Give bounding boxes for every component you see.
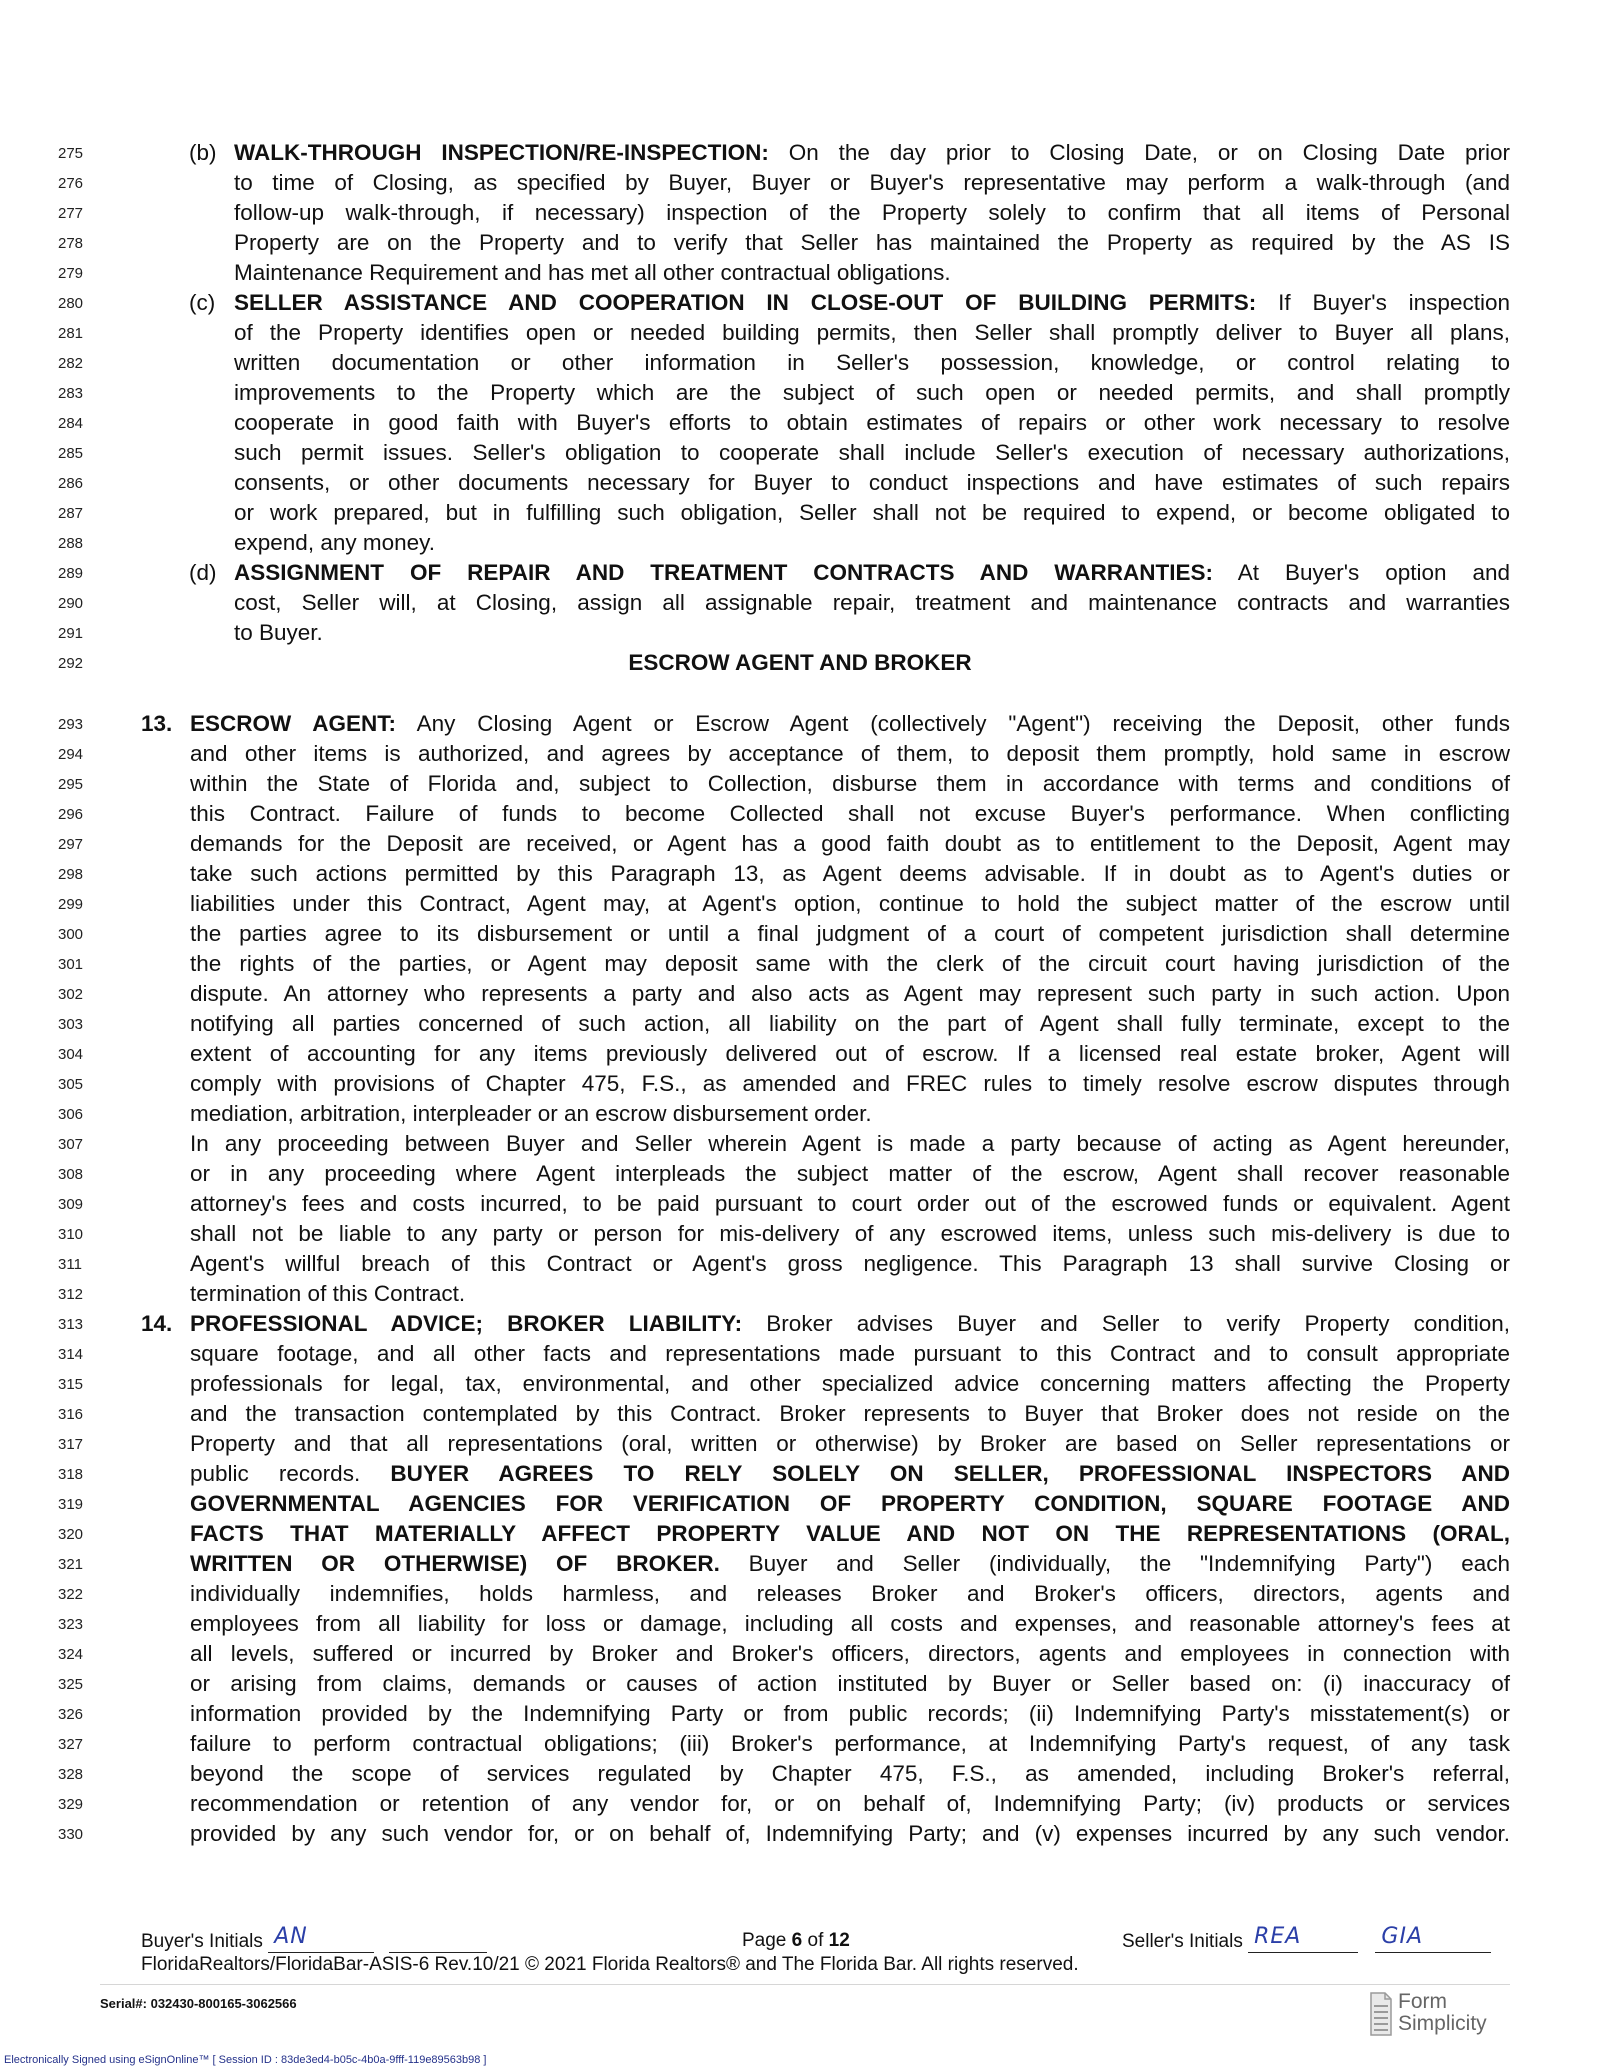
line-278 [0,228,1600,258]
buyer-initials-value: AN [274,1924,308,1949]
line-number: 279 [58,265,84,282]
line-322 [0,1579,1600,1609]
line-text: notifying all parties concerned of such action, all liability on the part of Agent shall fully terminate, except to the [190,1011,1510,1036]
line-text: cost, Seller will, at Closing, assign all assignable repair, treatment and maintenance contracts and warranties [234,590,1510,615]
line-text: ASSIGNMENT OF REPAIR AND TREATMENT CONTRACTS AND WARRANTIES: At Buyer's option and [234,560,1510,585]
line-number: 281 [58,325,84,342]
line-number: 314 [58,1346,84,1363]
item-heading: SELLER ASSISTANCE AND COOPERATION IN CLOSE-OUT OF BUILDING PERMITS: [234,290,1257,315]
line-number: 321 [58,1556,84,1573]
line-text: comply with provisions of Chapter 475, F.S., as amended and FREC rules to timely resolve escrow disputes through [190,1071,1510,1096]
footer-divider [100,1984,1510,1985]
line-text: or in any proceeding where Agent interpleads the subject matter of the escrow, Agent shall recover reasonable [190,1161,1510,1186]
line-text: this Contract. Failure of funds to become Collected shall not excuse Buyer's performance. When conflicting [190,801,1510,826]
line-number: 285 [58,445,84,462]
line-number: 295 [58,776,84,793]
line-number: 315 [58,1376,84,1393]
line-297 [0,829,1600,859]
line-320 [0,1519,1600,1549]
line-295 [0,769,1600,799]
line-number: 327 [58,1736,84,1753]
line-number: 298 [58,866,84,883]
line-text: the parties agree to its disbursement or until a final judgment of a court of competent jurisdiction shall determine [190,921,1510,946]
item-label: (d) [189,560,217,585]
line-text: demands for the Deposit are received, or Agent has a good faith doubt as to entitlement to the Deposit, Agent may [190,831,1510,856]
item-label: 13. [141,711,173,736]
line-text: all levels, suffered or incurred by Broker and Broker's officers, directors, agents and employees in connection with [190,1641,1510,1666]
line-text: employees from all liability for loss or damage, including all costs and expenses, and reasonable attorney's fees at [190,1611,1510,1636]
line-text: shall not be liable to any party or person for mis-delivery of any escrowed items, unless such mis-delivery is due to [190,1221,1510,1246]
line-number: 309 [58,1196,84,1213]
line-text: WRITTEN OR OTHERWISE) OF BROKER. Buyer and Seller (individually, the "Indemnifying Party") each [190,1551,1511,1576]
line-316 [0,1399,1600,1429]
line-321 [0,1549,1600,1579]
line-326 [0,1699,1600,1729]
line-number: 278 [58,235,84,252]
line-number: 289 [58,565,84,582]
line-text: beyond the scope of services regulated by Chapter 475, F.S., as amended, including Broker's referral, [190,1761,1510,1786]
line-text: attorney's fees and costs incurred, to be paid pursuant to court order out of the escrowed funds or equivalent. Agent [190,1191,1510,1216]
line-text: square footage, and all other facts and representations made pursuant to this Contract and to consult appropriate [190,1341,1510,1366]
line-296 [0,799,1600,829]
line-number: 282 [58,355,84,372]
page-total: 12 [828,1930,850,1951]
line-number: 322 [58,1586,84,1603]
line-text: recommendation or retention of any vendor for, or on behalf of, Indemnifying Party; (iv) products or services [190,1791,1510,1816]
line-277 [0,198,1600,228]
line-text: individually indemnifies, holds harmless, and releases Broker and Broker's officers, directors, agents and [190,1581,1510,1606]
seller-initials-value-1: REA [1254,1924,1302,1949]
form-simplicity-logo [1370,1990,1510,2040]
line-number: 308 [58,1166,84,1183]
line-306 [0,1099,1600,1129]
seller-initials-label: Seller's Initials [1122,1931,1243,1952]
line-text: ESCROW AGENT: Any Closing Agent or Escrow Agent (collectively "Agent") receiving the Deposit, other funds [190,711,1510,736]
line-298 [0,859,1600,889]
line-number: 328 [58,1766,84,1783]
line-330 [0,1819,1600,1849]
line-number: 325 [58,1676,84,1693]
line-text: provided by any such vendor for, or on behalf of, Indemnifying Party; and (v) expenses incurred by any such vendor. [190,1821,1510,1846]
line-281 [0,318,1600,348]
line-300 [0,919,1600,949]
buyer-initials-label: Buyer's Initials [141,1931,263,1952]
line-text: written documentation or other information in Seller's possession, knowledge, or control relating to [234,350,1510,375]
line-number: 293 [58,716,84,733]
line-text: take such actions permitted by this Paragraph 13, as Agent deems advisable. If in doubt as to Agent's duties or [190,861,1510,886]
line-text: FACTS THAT MATERIALLY AFFECT PROPERTY VALUE AND NOT ON THE REPRESENTATIONS (ORAL, [190,1521,1510,1546]
line-number: 283 [58,385,84,402]
line-number: 310 [58,1226,84,1243]
line-number: 297 [58,836,84,853]
line-text: cooperate in good faith with Buyer's efforts to obtain estimates of repairs or other work necessary to resolve [234,410,1510,435]
line-number: 302 [58,986,84,1003]
line-283 [0,378,1600,408]
line-307 [0,1129,1600,1159]
item-label: 14. [141,1311,173,1336]
line-text: follow-up walk-through, if necessary) inspection of the Property solely to confirm that all items of Personal [234,200,1510,225]
line-text: liabilities under this Contract, Agent may, at Agent's option, continue to hold the subject matter of the escrow until [190,891,1510,916]
line-325 [0,1669,1600,1699]
line-319 [0,1489,1600,1519]
line-text: public records. BUYER AGREES TO RELY SOLELY ON SELLER, PROFESSIONAL INSPECTORS AND [190,1461,1510,1486]
line-number: 311 [58,1256,82,1273]
line-number: 305 [58,1076,84,1093]
serial-number: Serial#: 032430-800165-3062566 [100,1996,297,2011]
item-heading: WALK-THROUGH INSPECTION/RE-INSPECTION: [234,140,769,165]
page-footer [0,1918,1600,2068]
line-text: mediation, arbitration, interpleader or an escrow disbursement order. [190,1101,872,1126]
item-heading: ASSIGNMENT OF REPAIR AND TREATMENT CONTRACTS AND WARRANTIES: [234,560,1214,585]
line-303 [0,1009,1600,1039]
logo-word-form: Form [1398,1990,1447,2013]
line-number: 313 [58,1316,84,1333]
line-275 [0,138,1600,168]
line-number: 318 [58,1466,84,1483]
line-number: 323 [58,1616,84,1633]
line-number: 280 [58,295,84,312]
line-text: information provided by the Indemnifying Party or from public records; (ii) Indemnifying Party's misstatement(s) or [190,1701,1510,1726]
line-number: 307 [58,1136,84,1153]
seller-initials-field-1[interactable] [1248,1924,1358,1953]
line-286 [0,468,1600,498]
line-text: GOVERNMENTAL AGENCIES FOR VERIFICATION OF PROPERTY CONDITION, SQUARE FOOTAGE AND [190,1491,1510,1516]
line-302 [0,979,1600,1009]
line-text: of the Property identifies open or needed building permits, then Seller shall promptly deliver to Buyer all plans, [234,320,1510,345]
line-327 [0,1729,1600,1759]
line-number: 275 [58,145,84,162]
line-299 [0,889,1600,919]
line-number: 316 [58,1406,84,1423]
line-279 [0,258,1600,288]
line-328 [0,1759,1600,1789]
line-text: Agent's willful breach of this Contract or Agent's gross negligence. This Paragraph 13 shall survive Closing or [190,1251,1510,1276]
line-number: 320 [58,1526,84,1543]
line-280 [0,288,1600,318]
item-heading: ESCROW AGENT: [190,711,396,736]
line-number: 303 [58,1016,84,1033]
line-number: 287 [58,505,84,522]
line-text: professionals for legal, tax, environmental, and other specialized advice concerning matters affecting the Property [190,1371,1510,1396]
line-number: 301 [58,956,84,973]
line-text: dispute. An attorney who represents a party and also acts as Agent may represent such party in such action. Upon [190,981,1510,1006]
line-323 [0,1609,1600,1639]
line-number: 276 [58,175,84,192]
line-text: consents, or other documents necessary for Buyer to conduct inspections and have estimates of such repairs [234,470,1510,495]
line-311 [0,1249,1600,1279]
page-number: 6 [791,1930,803,1951]
line-text: and other items is authorized, and agrees by acceptance of them, to deposit them promptly, hold same in escrow [190,741,1510,766]
line-number: 292 [58,655,84,672]
line-number: 324 [58,1646,84,1663]
line-number: 284 [58,415,84,432]
line-number: 312 [58,1286,84,1303]
section-heading: ESCROW AGENT AND BROKER [628,650,972,675]
line-310 [0,1219,1600,1249]
line-293 [0,709,1600,739]
line-text: extent of accounting for any items previously delivered out of escrow. If a licensed real estate broker, Agent will [190,1041,1510,1066]
line-291 [0,618,1600,648]
line-315 [0,1369,1600,1399]
line-284 [0,408,1600,438]
line-285 [0,438,1600,468]
line-number: 304 [58,1046,84,1063]
buyer-initials-field-1[interactable] [268,1924,374,1953]
line-number: 300 [58,926,84,943]
item-label: (b) [189,140,217,165]
line-number: 319 [58,1496,84,1513]
line-text: Property are on the Property and to verify that Seller has maintained the Property as required by the AS IS [234,230,1510,255]
line-308 [0,1159,1600,1189]
line-number: 294 [58,746,84,763]
line-number: 329 [58,1796,84,1813]
form-id-line: FloridaRealtors/FloridaBar-ASIS-6 Rev.10/21 © 2021 Florida Realtors® and The Florida Bar. All rights reserved. [141,1954,1079,1975]
line-301 [0,949,1600,979]
line-292 [0,648,1600,679]
line-text: and the transaction contemplated by this Contract. Broker represents to Buyer that Broker does not reside on the [190,1401,1510,1426]
line-text: such permit issues. Seller's obligation to cooperate shall include Seller's execution of necessary authorizations, [234,440,1510,465]
line-312 [0,1279,1600,1309]
line-294 [0,739,1600,769]
line-304 [0,1039,1600,1069]
line-text: improvements to the Property which are the subject of such open or needed permits, and shall promptly [234,380,1510,405]
line-number: 286 [58,475,84,492]
line-text: failure to perform contractual obligations; (iii) Broker's performance, at Indemnifying Party's request, of any task [190,1731,1510,1756]
line-number: 290 [58,595,84,612]
line-text: SELLER ASSISTANCE AND COOPERATION IN CLOSE-OUT OF BUILDING PERMITS: If Buyer's inspection [234,290,1510,315]
contract-body [0,138,1600,1849]
line-text: the rights of the parties, or Agent may deposit same with the clerk of the circuit court having jurisdiction of the [190,951,1510,976]
line-number: 317 [58,1436,84,1453]
line-text: termination of this Contract. [190,1281,466,1306]
line-number: 326 [58,1706,84,1723]
item-heading: PROFESSIONAL ADVICE; BROKER LIABILITY: [190,1311,743,1336]
line-313 [0,1309,1600,1339]
line-text: WALK-THROUGH INSPECTION/RE-INSPECTION: On the day prior to Closing Date, or on Closing Date prior [234,140,1510,165]
line-number: 330 [58,1826,84,1843]
line-text: expend, any money. [234,530,435,555]
line-324 [0,1639,1600,1669]
document-icon [1370,1992,1392,2036]
line-305 [0,1069,1600,1099]
line-number: 299 [58,896,84,913]
line-329 [0,1789,1600,1819]
line-276 [0,168,1600,198]
spacer [0,679,1600,709]
line-text: PROFESSIONAL ADVICE; BROKER LIABILITY: Broker advises Buyer and Seller to verify Property condition, [190,1311,1510,1336]
line-314 [0,1339,1600,1369]
line-text: Property and that all representations (oral, written or otherwise) by Broker are based on Seller representations or [190,1431,1510,1456]
item-label: (c) [189,290,216,315]
esign-notice: Electronically Signed using eSignOnline™ [ Session ID : 83de3ed4-b05c-4b0a-9fff-119e89563b98 ] [4,2054,487,2066]
line-318 [0,1459,1600,1489]
line-number: 306 [58,1106,84,1123]
line-text: or arising from claims, demands or causes of action instituted by Buyer or Seller based on: (i) inaccuracy of [190,1671,1510,1696]
seller-initials-value-2: GIA [1381,1924,1423,1949]
line-287 [0,498,1600,528]
line-text: within the State of Florida and, subject to Collection, disburse them in accordance with terms and conditions of [190,771,1510,796]
line-text: or work prepared, but in fulfilling such obligation, Seller shall not be required to expend, or become obligated to [234,500,1510,525]
line-text: Maintenance Requirement and has met all other contractual obligations. [234,260,951,285]
line-text: In any proceeding between Buyer and Seller wherein Agent is made a party because of acting as Agent hereunder, [190,1131,1510,1156]
line-number: 296 [58,806,84,823]
line-282 [0,348,1600,378]
line-317 [0,1429,1600,1459]
buyer-initials-field-2[interactable] [389,1930,487,1953]
line-text: to Buyer. [234,620,323,645]
line-288 [0,528,1600,558]
line-text: to time of Closing, as specified by Buyer, Buyer or Buyer's representative may perform a walk-through (and [234,170,1510,195]
line-number: 288 [58,535,84,552]
buyer-initials [141,1924,487,1953]
line-309 [0,1189,1600,1219]
seller-initials [1122,1924,1491,1953]
page-indicator: Page 6 of 12 [742,1930,850,1951]
line-number: 291 [58,625,84,642]
seller-initials-field-2[interactable] [1375,1924,1491,1953]
logo-word-simplicity: Simplicity [1398,2012,1487,2035]
line-289 [0,558,1600,588]
line-290 [0,588,1600,618]
line-number: 277 [58,205,84,222]
